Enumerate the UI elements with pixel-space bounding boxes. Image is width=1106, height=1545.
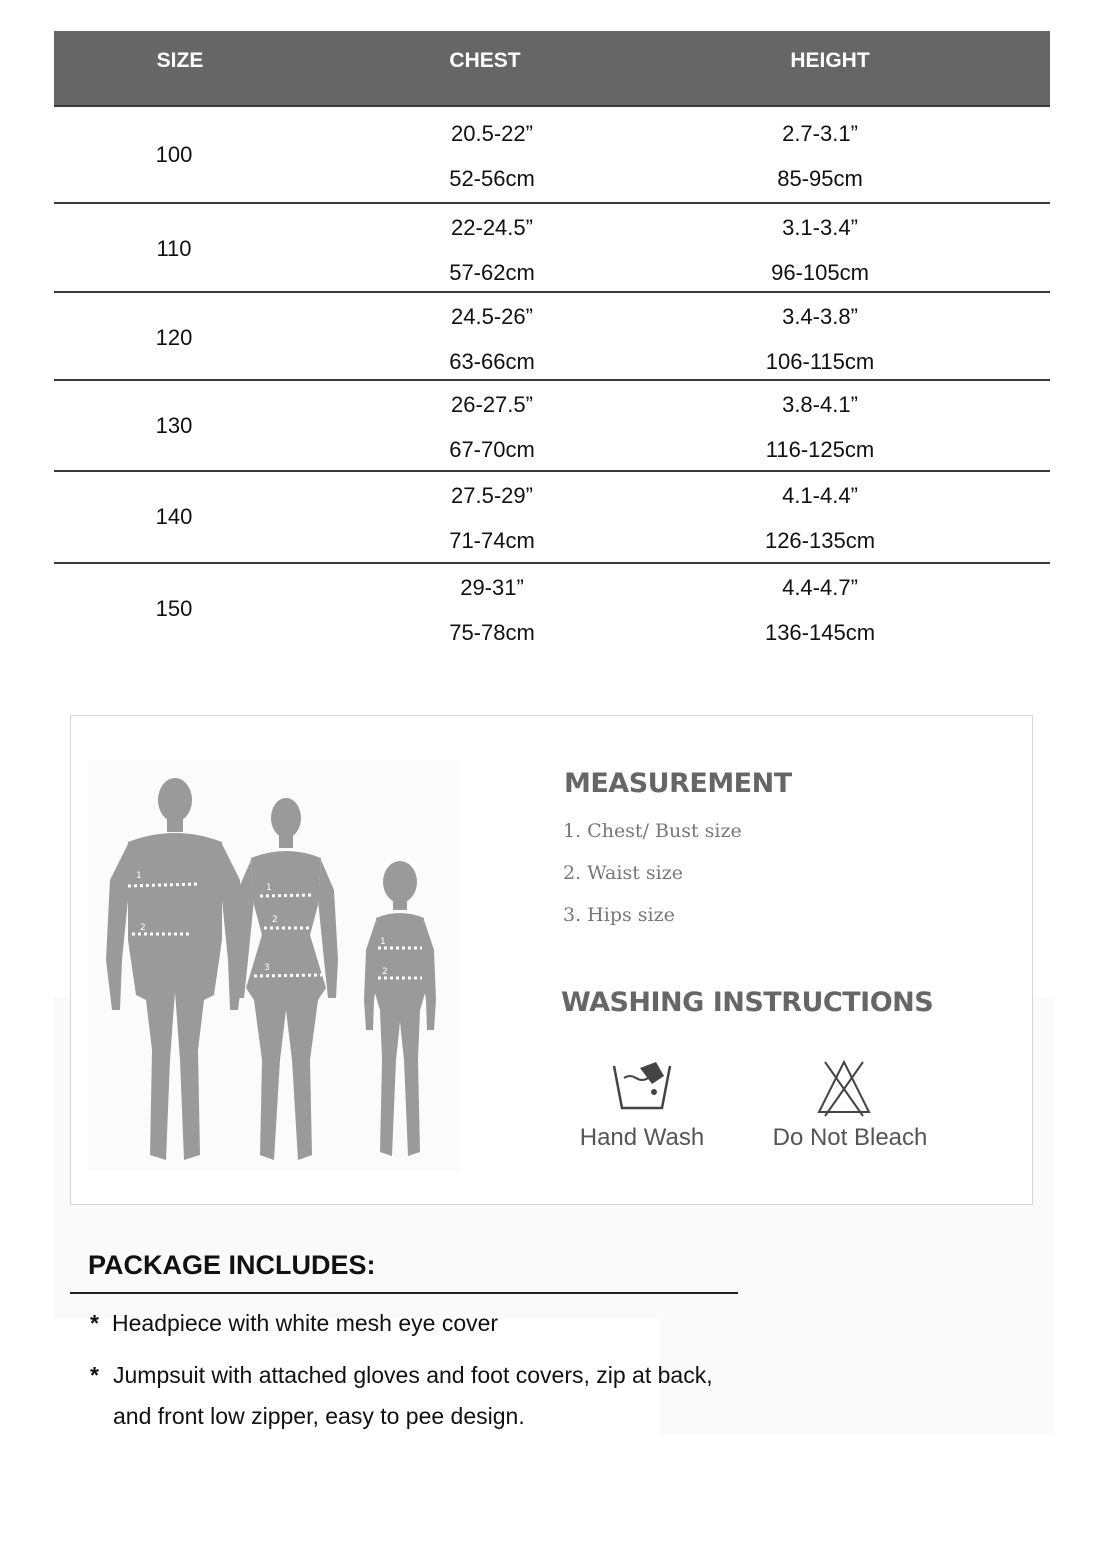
row-divider (54, 379, 1050, 381)
svg-text:2: 2 (382, 967, 388, 977)
size-cell: 140 (155, 504, 193, 529)
size-cell: 110 (156, 236, 192, 261)
height-inches-cell: 4.4-4.7” (782, 575, 858, 600)
svg-text:2: 2 (272, 915, 278, 925)
measurement-item-hips: 3. Hips size (563, 904, 675, 926)
background-shade (660, 1318, 1054, 1434)
hand-wash-label: Hand Wash (579, 1124, 705, 1151)
package-item-jumpsuit: Jumpsuit with attached gloves and foot covers, zip at back, (113, 1362, 713, 1388)
height-inches-cell: 3.8-4.1” (782, 392, 858, 417)
chest-cm-cell: 52-56cm (449, 166, 535, 191)
size-cell: 150 (155, 596, 193, 621)
size-cell: 120 (155, 325, 193, 350)
bullet-marker: * (90, 1310, 99, 1336)
header-chest: CHEST (449, 49, 521, 72)
do-not-bleach-icon (815, 1058, 873, 1123)
height-cm-cell: 85-95cm (777, 166, 863, 191)
package-title: PACKAGE INCLUDES: (88, 1250, 376, 1280)
chest-inches-cell: 26-27.5” (451, 392, 533, 417)
chest-cm-cell: 57-62cm (449, 260, 535, 285)
height-cm-cell: 126-135cm (764, 528, 876, 553)
svg-text:2: 2 (140, 923, 146, 933)
header-height: HEIGHT (790, 49, 870, 72)
bullet-marker: * (90, 1362, 99, 1388)
height-cm-cell: 96-105cm (771, 260, 869, 285)
package-item-headpiece: Headpiece with white mesh eye cover (112, 1310, 499, 1336)
row-divider (54, 470, 1050, 472)
svg-text:3: 3 (264, 963, 270, 973)
height-cm-cell: 116-125cm (765, 437, 875, 462)
chest-cm-cell: 71-74cm (449, 528, 535, 553)
svg-text:1: 1 (266, 883, 272, 893)
header-size: SIZE (156, 49, 204, 72)
hand-wash-icon (612, 1058, 676, 1119)
chest-cm-cell: 63-66cm (449, 349, 535, 374)
body-figures-icon (88, 760, 460, 1170)
body-figures-image (88, 760, 460, 1170)
height-cm-cell: 106-115cm (765, 349, 875, 374)
chest-inches-cell: 27.5-29” (451, 483, 533, 508)
row-divider (54, 291, 1050, 293)
measurement-item-waist: 2. Waist size (563, 862, 683, 884)
svg-text:1: 1 (380, 937, 386, 947)
chest-cm-cell: 75-78cm (449, 620, 535, 645)
package-item-jumpsuit-cont: and front low zipper, easy to pee design. (113, 1403, 525, 1429)
chest-cm-cell: 67-70cm (449, 437, 535, 462)
do-not-bleach-label: Do Not Bleach (772, 1124, 928, 1151)
measurement-item-chest: 1. Chest/ Bust size (563, 820, 742, 842)
chest-inches-cell: 29-31” (460, 575, 524, 600)
height-inches-cell: 3.4-3.8” (782, 304, 858, 329)
measurement-title: MEASUREMENT (564, 768, 792, 799)
height-inches-cell: 4.1-4.4” (782, 483, 858, 508)
height-cm-cell: 136-145cm (764, 620, 876, 645)
height-inches-cell: 2.7-3.1” (782, 121, 858, 146)
washing-title: WASHING INSTRUCTIONS (561, 987, 934, 1018)
chest-inches-cell: 22-24.5” (451, 215, 533, 240)
chest-inches-cell: 24.5-26” (451, 304, 533, 329)
size-table-header (54, 31, 1050, 107)
height-inches-cell: 3.1-3.4” (782, 215, 858, 240)
size-cell: 100 (155, 142, 193, 167)
package-divider (70, 1292, 738, 1294)
row-divider (54, 562, 1050, 564)
svg-text:1: 1 (136, 871, 142, 881)
row-divider (54, 202, 1050, 204)
chest-inches-cell: 20.5-22” (451, 121, 533, 146)
size-cell: 130 (155, 413, 193, 438)
